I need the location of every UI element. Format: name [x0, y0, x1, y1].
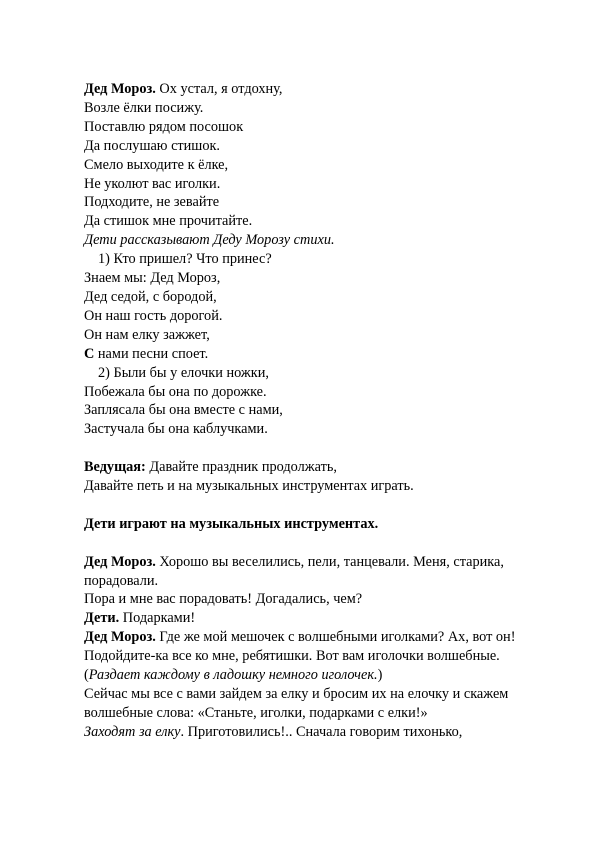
text-paragraph — [84, 553, 544, 591]
poem-line: Знаем мы: Дед Мороз, — [84, 270, 221, 287]
text-line — [84, 80, 544, 99]
text-line: Давайте петь и на музыкальных инструментах играть. — [84, 478, 414, 495]
line-text: Ох устал, я отдохну, — [155, 81, 283, 97]
paragraph-gap — [84, 496, 544, 515]
text-line: Поставлю рядом посошок — [84, 118, 244, 135]
text-line — [84, 458, 544, 477]
stage-direction: Раздает каждому в ладошку немного иголочек. — [88, 667, 378, 684]
text-paragraph — [84, 628, 544, 685]
stage-direction-heading: Дети играют на музыкальных инструментах. — [84, 515, 379, 532]
poem-line: Заплясала бы она вместе с нами, — [84, 402, 283, 419]
text-line: Подходите, не зевайте — [84, 194, 220, 211]
text-line: Не уколют вас иголки. — [84, 175, 221, 192]
document-text — [84, 80, 544, 742]
poem-line: 1) Кто пришел? Что принес? — [98, 251, 272, 268]
paragraph-gap — [84, 534, 544, 553]
line-text: нами песни споет. — [94, 345, 209, 362]
bold-letter: С — [84, 345, 95, 362]
speaker-name: Дед Мороз. — [84, 81, 156, 97]
stage-direction: Заходят за елку — [84, 723, 181, 740]
line-text: ) — [377, 667, 383, 684]
line-text: . Приготовились!.. Сначала говорим тихонько, — [180, 723, 463, 740]
stage-direction: Дети рассказывают Деду Морозу стихи. — [84, 232, 335, 249]
line-text: Хорошо вы веселились, пели, танцевали. Меня, старика, порадовали. — [84, 553, 504, 589]
poem-line — [84, 345, 544, 364]
poem-line: 2) Были бы у елочки ножки, — [98, 364, 269, 381]
text-line: Пора и мне вас порадовать! Догадались, чем? — [84, 591, 363, 608]
poem-line: Застучала бы она каблучками. — [84, 421, 268, 438]
line-text: Подарками! — [119, 610, 196, 627]
text-line: Возле ёлки посижу. — [84, 99, 204, 116]
text-line — [84, 609, 544, 628]
paragraph-gap — [84, 439, 544, 458]
speaker-name: Дед Мороз. — [84, 629, 156, 646]
text-line: Да стишок мне прочитайте. — [84, 213, 253, 230]
speaker-name: Дед Мороз. — [84, 553, 156, 570]
text-line — [84, 723, 544, 742]
poem-line: Дед седой, с бородой, — [84, 288, 217, 305]
speaker-name: Дети. — [84, 610, 120, 627]
text-paragraph: Сейчас мы все с вами зайдем за елку и бросим их на елочку и скажем волшебные слова: «Станьте, иголки, подарками с елки!» — [84, 685, 509, 721]
speaker-name: Ведущая: — [84, 459, 146, 476]
poem-line: Он наш гость дорогой. — [84, 307, 223, 324]
line-text: Давайте праздник продолжать, — [145, 459, 337, 476]
text-line: Смело выходите к ёлке, — [84, 156, 229, 173]
poem-line: Он нам елку зажжет, — [84, 326, 210, 343]
text-line: Да послушаю стишок. — [84, 137, 220, 154]
poem-line: Побежала бы она по дорожке. — [84, 383, 267, 400]
line-text: Где же мой мешочек с волшебными иголками? Ах, вот он! Подойдите-ка все ко мне, ребятишки. Вот вам иголочки волшебные. ( — [84, 629, 516, 684]
